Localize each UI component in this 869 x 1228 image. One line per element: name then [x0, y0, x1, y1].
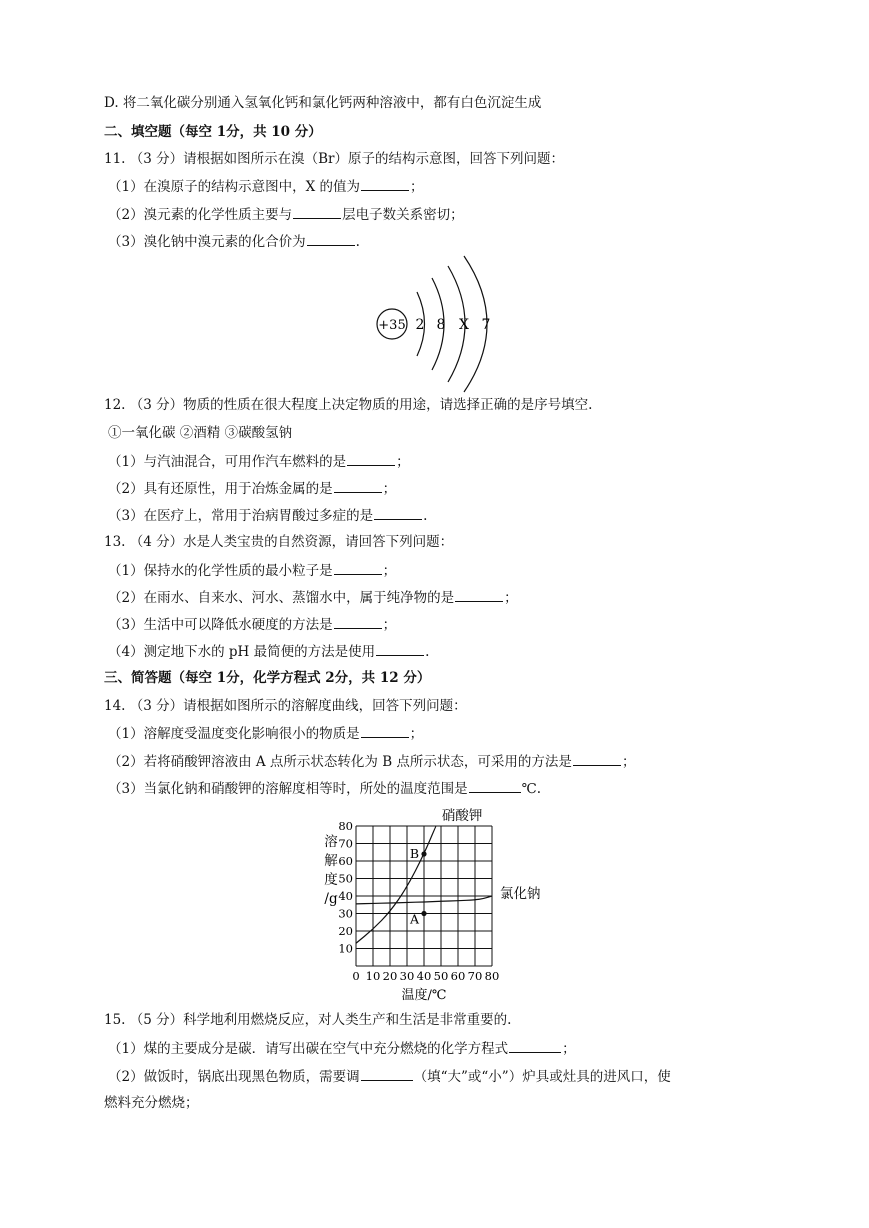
q14-stem: 14. （3 分）请根据如图所示的溶解度曲线，回答下列问题： [104, 698, 467, 714]
y-tick-label: 20 [338, 924, 353, 938]
q12-part-1: （1）与汽油混合，可用作汽车燃料的是 ； [108, 451, 410, 472]
x-tick-label: 40 [416, 969, 432, 983]
q15-part-2: （2）做饭时，锅底出现黑色物质，需要调 （填“大”或“小”）炉具或灶具的进风口，使 [108, 1066, 671, 1087]
x-tick-label: 60 [450, 969, 466, 983]
x-tick-label: 70 [467, 969, 483, 983]
answer-blank[interactable] [334, 478, 382, 493]
x-tick-label: 50 [433, 969, 449, 983]
point-a-label: A [409, 911, 419, 927]
q13-part-2: （2）在雨水、自来水、河水、蒸馏水中，属于纯净物的是 ； [108, 587, 518, 608]
solubility-chart [318, 802, 558, 1007]
answer-blank[interactable] [376, 641, 424, 656]
y-tick-label: 60 [338, 854, 353, 868]
x-tick-label: 30 [399, 969, 415, 983]
q12-options: ①一氧化碳 ②酒精 ③碳酸氢钠 [108, 425, 293, 441]
q14-part-3: （3）当氯化钠和硝酸钾的溶解度相等时，所处的温度范围是 ℃. [108, 778, 541, 799]
answer-blank[interactable] [334, 560, 382, 575]
q11-part-3: （3）溴化钠中溴元素的化合价为 . [108, 231, 360, 252]
x-axis-label: 温度/℃ [401, 988, 447, 1003]
answer-blank[interactable] [347, 451, 395, 466]
series-label-sodium-chloride: 氯化钠 [500, 886, 541, 902]
q15-stem: 15. （5 分）科学地利用燃烧反应，对人类生产和生活是非常重要的. [104, 1012, 512, 1028]
q13-part-4: （4）测定地下水的 pH 最简便的方法是使用 . [108, 641, 429, 662]
answer-blank[interactable] [307, 231, 355, 246]
x-tick-label: 10 [365, 969, 381, 983]
q11-part-1: （1）在溴原子的结构示意图中，X 的值为 ； [108, 176, 424, 197]
y-tick-label: 80 [338, 819, 353, 833]
q15-part-2-cont: 燃料充分燃烧； [104, 1095, 199, 1111]
y-axis-label: /g [324, 891, 338, 907]
q14-part-1: （1）溶解度受温度变化影响很小的物质是 ； [108, 723, 423, 744]
y-axis-label: 度 [324, 872, 338, 888]
q15-part-1: （1）煤的主要成分是碳．请写出碳在空气中充分燃烧的化学方程式 ； [108, 1038, 576, 1059]
nucleus-charge: +35 [378, 318, 406, 333]
point-b-marker [421, 851, 426, 856]
y-tick-label: 70 [338, 836, 353, 851]
series-label-potassium-nitrate: 硝酸钾 [441, 808, 483, 824]
answer-blank[interactable] [361, 723, 409, 738]
answer-blank[interactable] [334, 614, 382, 629]
y-tick-label: 10 [338, 941, 353, 956]
q13-part-1: （1）保持水的化学性质的最小粒子是 ； [108, 560, 396, 581]
answer-blank[interactable] [573, 751, 621, 766]
q13-stem: 13. （4 分）水是人类宝贵的自然资源，请回答下列问题： [104, 534, 454, 550]
answer-blank[interactable] [361, 1066, 413, 1081]
answer-blank[interactable] [361, 176, 409, 191]
section-3-heading: 三、简答题（每空 1分，化学方程式 2分，共 12 分） [104, 670, 431, 686]
answer-blank[interactable] [293, 204, 341, 219]
shell-electrons-1: 2 [415, 317, 425, 333]
q13-part-3: （3）生活中可以降低水硬度的方法是 ； [108, 614, 396, 635]
x-tick-label: 0 [352, 969, 360, 983]
answer-blank[interactable] [509, 1038, 561, 1053]
q12-part-2: （2）具有还原性，用于冶炼金属的是 ； [108, 478, 396, 499]
x-tick-label: 80 [484, 969, 500, 983]
q11-stem: 11. （3 分）请根据如图所示在溴（Br）原子的结构示意图，回答下列问题： [104, 151, 565, 167]
shell-electrons-4: 7 [481, 317, 491, 333]
y-axis-label: 解 [324, 853, 338, 869]
q10-option-d: D. 将二氧化碳分别通入氢氧化钙和氯化钙两种溶液中，都有白色沉淀生成 [104, 95, 542, 111]
answer-blank[interactable] [374, 505, 422, 520]
y-axis-label: 溶 [324, 834, 338, 850]
shell-electrons-3: X [459, 317, 469, 333]
q12-part-3: （3）在医疗上，常用于治病胃酸过多症的是 . [108, 505, 427, 526]
q12-stem: 12. （3 分）物质的性质在很大程度上决定物质的用途，请选择正确的是序号填空. [104, 397, 593, 413]
shell-electrons-2: 8 [436, 317, 446, 333]
answer-blank[interactable] [455, 587, 503, 602]
q14-part-2: （2）若将硝酸钾溶液由 A 点所示状态转化为 B 点所示状态，可采用的方法是 ； [108, 751, 635, 772]
point-b-label: B [409, 846, 419, 861]
bromine-atom-diagram [370, 252, 500, 397]
y-tick-label: 40 [338, 889, 353, 903]
x-tick-label: 20 [382, 969, 398, 983]
answer-blank[interactable] [469, 778, 521, 793]
y-tick-label: 50 [338, 871, 353, 886]
section-2-heading: 二、填空题（每空 1分，共 10 分） [104, 124, 322, 140]
q11-part-2: （2）溴元素的化学性质主要与 层电子数关系密切； [108, 204, 464, 225]
y-tick-label: 30 [338, 906, 353, 921]
